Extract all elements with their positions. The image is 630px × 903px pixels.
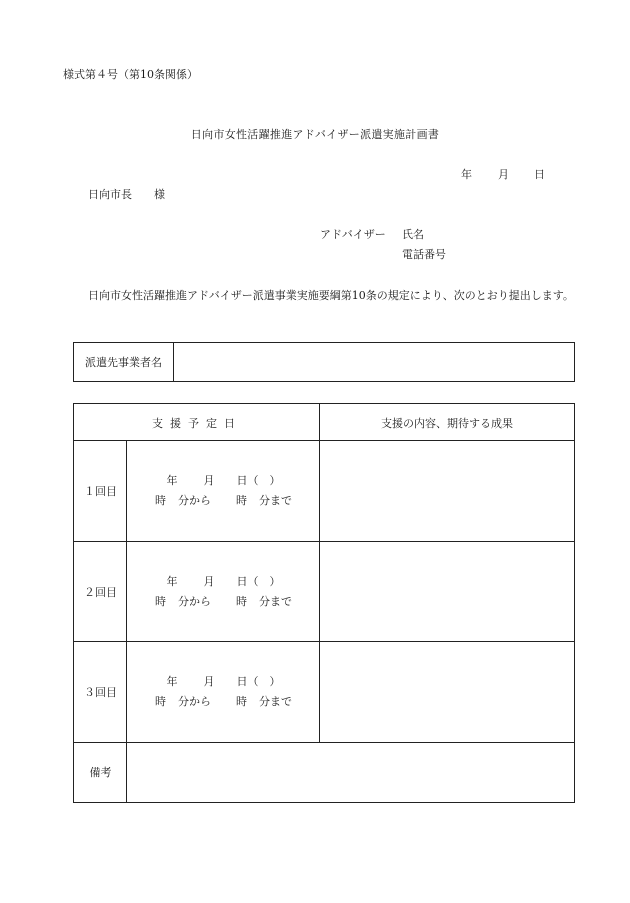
remarks-field[interactable] [127,742,574,802]
round-3-day: 日 [236,675,248,688]
document-title: 日向市女性活躍推進アドバイザー派遣実施計画書 [190,128,440,141]
round-1-weekday: （ ） [247,474,281,487]
round-2-min-from: 分から [178,595,211,608]
submission-date [461,166,545,182]
round-3-year: 年 [166,675,178,688]
date-year-label: 年 [461,168,472,181]
form-number: 様式第４号（第10条関係） [63,68,198,81]
round-2-datetime[interactable] [127,542,320,642]
round-1-hour-to: 時 [236,494,247,507]
body-text: 日向市女性活躍推進アドバイザー派遣事業実施要綱第10条の規定により、次のとおり提出します。 [88,289,574,302]
round-1-label: １回目 [84,485,117,498]
round-2-label: ２回目 [84,586,117,599]
date-day-label: 日 [534,168,545,181]
round-1-content-field[interactable] [320,441,574,541]
round-2-day: 日 [236,575,248,588]
round-3-datetime[interactable] [127,642,320,742]
round-3-label: ３回目 [84,686,117,699]
round-1-day: 日 [236,474,248,487]
round-2-year: 年 [166,575,178,588]
round-1-year: 年 [166,474,178,487]
date-month-label: 月 [498,168,509,181]
round-3-min-to: 分まで [259,695,292,708]
round-1-min-from: 分から [178,494,211,507]
round-3-weekday: （ ） [247,675,281,688]
round-3-month: 月 [203,675,215,688]
applicant-name-label: 氏名 [402,228,424,241]
round-2-month: 月 [203,575,215,588]
dispatch-company-label: 派遣先事業者名 [74,343,174,381]
round-1-datetime[interactable] [127,441,320,541]
dispatch-company-field[interactable] [174,343,574,381]
round-2-weekday: （ ） [247,575,281,588]
round-3-content-field[interactable] [320,642,574,742]
addressee: 日向市長 様 [88,188,165,201]
round-2-hour-from: 時 [155,595,166,608]
round-3-hour-from: 時 [155,695,166,708]
remarks-label: 備考 [89,766,112,779]
round-2-min-to: 分まで [259,595,292,608]
round-1-min-to: 分まで [259,494,292,507]
applicant-role: アドバイザー [320,228,386,241]
round-1-month: 月 [203,474,215,487]
schedule-date-header: 支援予定日 [152,416,242,430]
round-2-content-field[interactable] [320,542,574,642]
schedule-table [73,403,575,803]
round-3-min-from: 分から [178,695,211,708]
round-1-hour-from: 時 [155,494,166,507]
round-3-hour-to: 時 [236,695,247,708]
support-content-header: 支援の内容、期待する成果 [381,416,513,430]
round-2-hour-to: 時 [236,595,247,608]
dispatch-table [73,342,575,382]
applicant-phone-label: 電話番号 [402,248,446,261]
